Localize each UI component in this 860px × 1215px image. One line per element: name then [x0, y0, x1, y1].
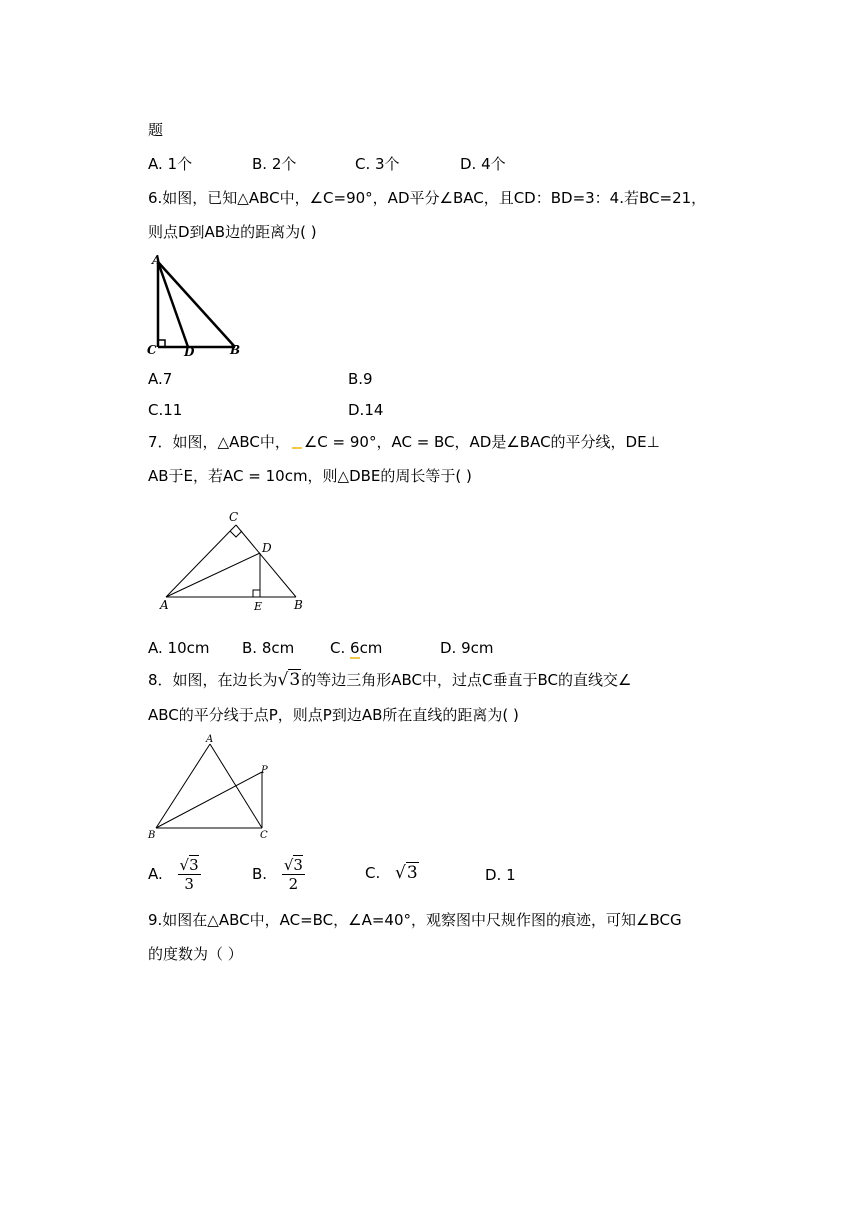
- q7-label-c: C: [229, 510, 239, 524]
- q7-label-a: A: [160, 598, 169, 612]
- q8-option-d: D. 1: [485, 866, 516, 884]
- q9-line1: 9.如图在△ABC中，AC=BC，∠A=40°，观察图中尺规作图的痕迹，可知∠BCG: [148, 911, 682, 929]
- q8-line2: ABC的平分线于点P，则点P到边AB所在直线的距离为( ): [148, 706, 519, 724]
- q8-option-c: [365, 863, 419, 883]
- q8-sqrt-expression: √3: [277, 670, 301, 690]
- q8-segment-bp: [156, 772, 262, 828]
- q7-label-e: E: [254, 600, 263, 613]
- q8-option-b-radicand: 3: [293, 856, 303, 874]
- q5-option-a: A. 1个: [148, 155, 193, 173]
- q6-option-a: A.7: [148, 370, 173, 388]
- q6-segment-ad: [158, 262, 188, 347]
- q8-option-a: [148, 852, 201, 896]
- q6-line1: 6.如图，已知△ABC中，∠C=90°，AD平分∠BAC，且CD：BD=3：4.若BC=21，: [148, 189, 707, 207]
- q7-option-d: D. 9cm: [440, 639, 494, 657]
- q8-option-b: [252, 852, 305, 896]
- q8-side-ab: [156, 744, 210, 828]
- q8-option-b-denominator: 2: [288, 875, 299, 893]
- q5-option-c: C. 3个: [355, 155, 400, 173]
- q8-line1: [148, 670, 631, 690]
- q8-option-a-label: A.: [148, 865, 163, 883]
- q8-label-p: P: [261, 765, 268, 776]
- q7-side-cb: [236, 525, 296, 597]
- q6-option-c: C.11: [148, 401, 183, 419]
- q6-line2: 则点D到AB边的距离为( ): [148, 223, 317, 241]
- q7-option-b: B. 8cm: [242, 639, 295, 657]
- q8-line1-start: 8．如图，在边长为: [148, 671, 278, 689]
- q6-figure: [140, 250, 260, 362]
- q7-highlight-mark: [292, 447, 302, 449]
- q8-option-b-label: B.: [252, 865, 268, 883]
- q8-option-a-radicand: 3: [189, 856, 199, 874]
- q7-option-c: [330, 638, 382, 658]
- q7-right-angle-e: [253, 590, 260, 597]
- q7-option-c-unit: cm: [359, 639, 383, 657]
- q7-right-angle-c: [230, 531, 242, 537]
- q7-segment-ad: [166, 553, 260, 597]
- q5-option-d: D. 4个: [460, 155, 506, 173]
- q7-line2: AB于E，若AC = 10cm，则△DBE的周长等于( ): [148, 467, 472, 485]
- q5-tail-text: 题: [148, 121, 164, 139]
- q6-label-c: C: [147, 343, 157, 357]
- q6-option-d: D.14: [348, 401, 384, 419]
- q7-option-a: A. 10cm: [148, 639, 210, 657]
- q8-figure: [140, 732, 280, 844]
- q6-label-a: A: [152, 253, 162, 267]
- q7-label-b: B: [294, 598, 303, 612]
- q6-label-b: B: [230, 343, 241, 357]
- q8-option-a-denominator: 3: [184, 875, 194, 893]
- q7-figure: [150, 505, 320, 617]
- q8-option-c-radicand: 3: [406, 863, 418, 883]
- q5-option-b: B. 2个: [252, 155, 297, 173]
- q8-option-b-fraction: $\frac{√3}{2}$: [283, 856, 303, 893]
- q8-option-c-sqrt: √3: [395, 863, 418, 883]
- q7-option-c-label: C.: [330, 639, 351, 657]
- q8-option-c-label: C.: [365, 864, 381, 882]
- q7-line1: [148, 432, 660, 452]
- q7-line1-start: 7．如图，△ABC中，: [148, 433, 290, 451]
- q8-label-b: B: [148, 830, 156, 841]
- q7-label-d: D: [262, 541, 272, 555]
- q8-sqrt-radicand: 3: [289, 670, 301, 690]
- q8-label-a: A: [206, 734, 214, 745]
- q9-line2: 的度数为（ ）: [148, 945, 243, 963]
- q6-side-ab: [158, 262, 235, 347]
- q6-option-b: B.9: [348, 370, 373, 388]
- q8-option-a-fraction: $\frac{√3}{3}$: [179, 856, 199, 893]
- q8-line1-end: 的等边三角形ABC中，过点C垂直于BC的直线交∠: [301, 671, 632, 689]
- q6-label-d: D: [184, 345, 195, 359]
- q7-line1-end: ∠C = 90°，AC = BC，AD是∠BAC的平分线，DE⊥: [303, 433, 660, 451]
- q7-side-ac: [166, 525, 236, 597]
- q7-option-c-value: 6: [350, 639, 360, 657]
- q8-label-c: C: [260, 830, 268, 841]
